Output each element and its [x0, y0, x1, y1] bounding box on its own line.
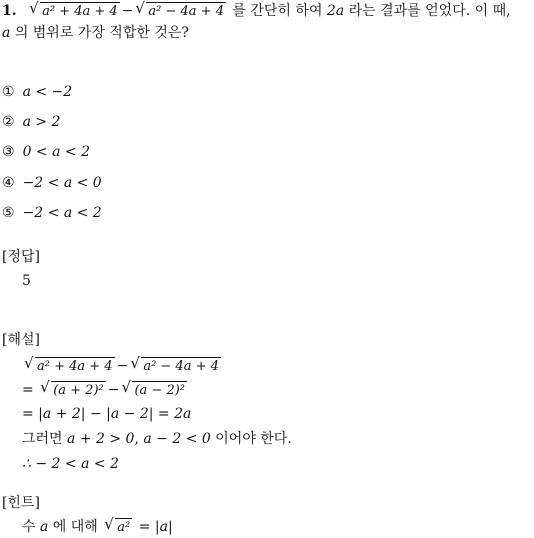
- sqrt-left: √ a² + 4a + 4: [29, 0, 118, 19]
- answer-value: 5: [22, 273, 31, 289]
- explanation-line-3: = |a + 2| − |a − 2| = 2a: [22, 406, 192, 422]
- question-result: 2a: [326, 3, 345, 19]
- choice-5: ⑤ −2 < a < 2: [2, 205, 102, 221]
- hint-text: 수 a 에 대해 √ a² = |a|: [22, 515, 173, 535]
- choice-1: ① a < −2: [2, 84, 73, 100]
- question-line2-text: 의 범위로 가장 적합한 것은?: [14, 25, 189, 41]
- answer-label: [정답]: [2, 249, 40, 265]
- radical-sign-icon: √: [40, 378, 50, 396]
- radical-sign-icon: √: [135, 0, 145, 17]
- radical-sign-icon: √: [104, 515, 114, 533]
- radical-sign-icon: √: [24, 354, 34, 372]
- explanation-line-4: 그러면 a + 2 > 0, a − 2 < 0 이어야 한다.: [22, 431, 292, 447]
- choice-4: ④ −2 < a < 0: [2, 175, 102, 191]
- radical-sign-icon: √: [29, 0, 39, 17]
- radical-sign-icon: √: [130, 354, 140, 372]
- choice-3: ③ 0 < a < 2: [2, 144, 90, 160]
- question-line-2: a 의 범위로 가장 적합한 것은?: [2, 25, 189, 41]
- explanation-line-1: √ a² + 4a + 4 − √ a² − 4a + 4: [24, 354, 219, 374]
- question-text-mid: 를 간단히 하여: [232, 3, 323, 19]
- question-text-end: 라는 결과를 얻었다. 이 때,: [348, 3, 511, 19]
- choice-2: ② a > 2: [2, 114, 61, 130]
- explanation-label: [해설]: [2, 332, 40, 348]
- explanation-line-2: = √ (a + 2)² − √ (a − 2)²: [22, 378, 186, 398]
- radical-sign-icon: √: [121, 378, 132, 396]
- question-number: 1.: [2, 3, 17, 19]
- sqrt-right: √ a² − 4a + 4: [135, 0, 224, 19]
- question-line-1: 1. √ a² + 4a + 4 − √ a² − 4a + 4 를 간단히 하여 2a 라는 결과를 얻었다. 이 때,: [2, 0, 511, 19]
- hint-label: [힌트]: [2, 495, 40, 511]
- explanation-line-5: ∴ − 2 < a < 2: [22, 456, 119, 472]
